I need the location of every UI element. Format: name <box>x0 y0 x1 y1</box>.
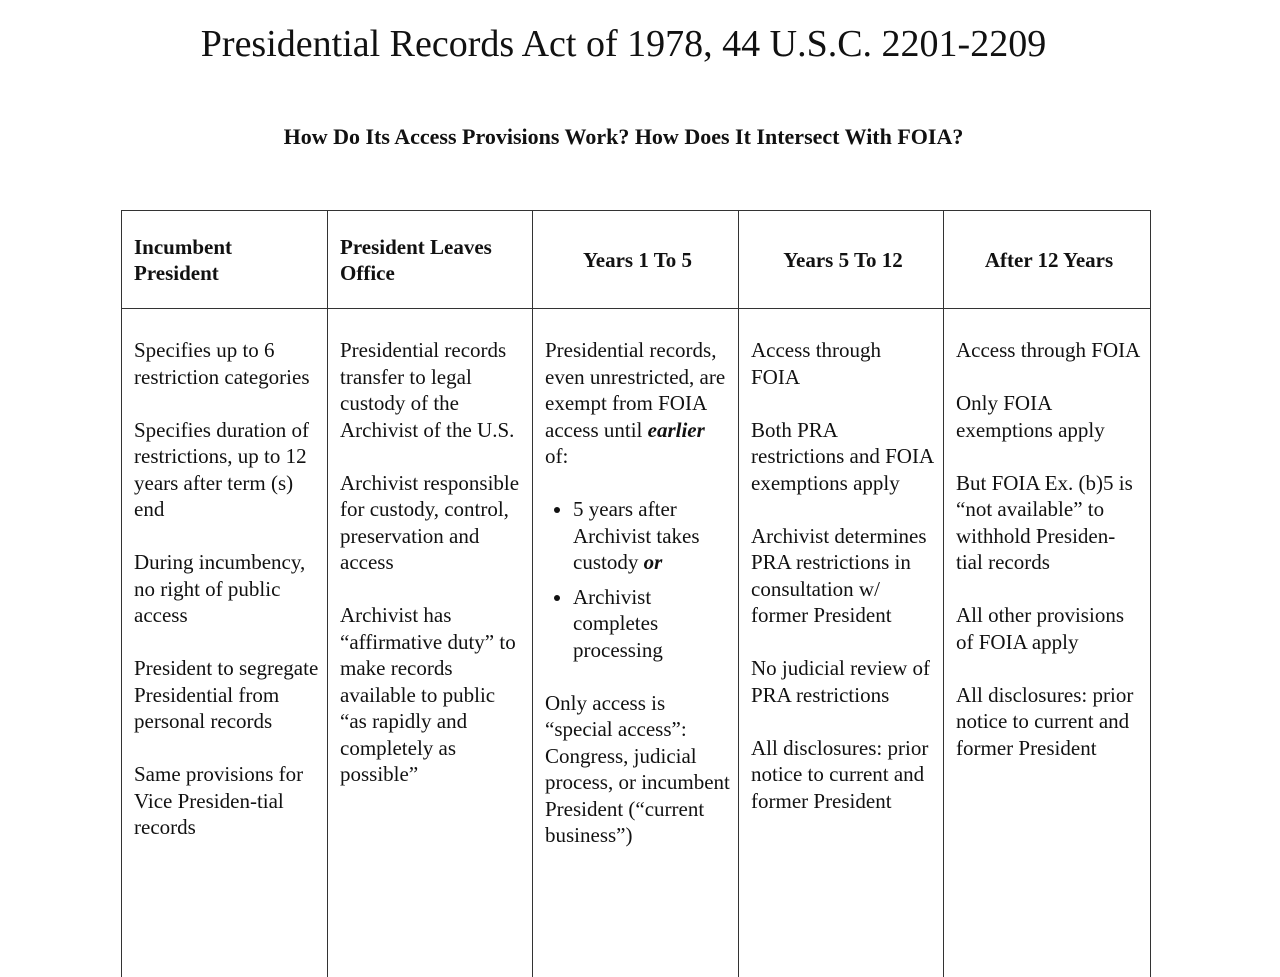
list-item <box>573 496 730 576</box>
header-years-5-to-12: Years 5 To 12 <box>739 211 944 309</box>
cell-years-1-to-5 <box>533 309 739 977</box>
after-12-b5-not-available: But FOIA Ex. (b)5 is “not available” to withhold Presiden-tial records <box>956 470 1142 576</box>
incumbent-segregate-records: President to segregate Presidential from personal records <box>134 655 319 735</box>
cell-after-12-years <box>944 309 1151 977</box>
after-12-foia-exemptions: Only FOIA exemptions apply <box>956 390 1142 443</box>
incumbent-restriction-categories: Specifies up to 6 restriction categories <box>134 337 319 390</box>
page-title: Presidential Records Act of 1978, 44 U.S.C. 2201-2209 <box>0 20 1247 68</box>
cell-president-leaves-office <box>328 309 533 977</box>
access-provisions-table <box>121 210 1151 977</box>
after-12-prior-notice: All disclosures: prior notice to current and former President <box>956 682 1142 762</box>
years-5-12-no-judicial-review: No judicial review of PRA restrictions <box>751 655 935 708</box>
after-12-other-provisions: All other provisions of FOIA apply <box>956 602 1142 655</box>
page-subtitle: How Do Its Access Provisions Work? How Does It Intersect With FOIA? <box>0 122 1247 152</box>
condition-five-years: 5 years after Archivist takes custody <box>573 497 700 574</box>
condition-or-emphasis: or <box>644 550 663 574</box>
years-5-12-prior-notice: All disclosures: prior notice to current and former President <box>751 735 935 815</box>
header-years-1-to-5: Years 1 To 5 <box>533 211 739 309</box>
header-president-leaves-office: President Leaves Office <box>328 211 533 309</box>
incumbent-restriction-duration: Specifies duration of restrictions, up to 12 years after term (s) end <box>134 417 319 523</box>
years-1-5-of-text: of: <box>545 444 568 468</box>
incumbent-no-public-access: During incumbency, no right of public access <box>134 549 319 629</box>
years-1-5-special-access: Only access is “special access”: Congress, judicial process, or incumbent President (“current business”) <box>545 690 730 849</box>
leaves-office-affirmative-duty: Archivist has “affirmative duty” to make records available to public “as rapidly and completely as possible” <box>340 602 524 788</box>
cell-incumbent-president <box>122 309 328 977</box>
years-1-5-conditions-list <box>545 496 730 663</box>
list-item <box>573 584 730 664</box>
header-after-12-years: After 12 Years <box>944 211 1151 309</box>
header-incumbent-president: Incumbent President <box>122 211 328 309</box>
years-5-12-foia-access: Access through FOIA <box>751 337 935 390</box>
cell-years-5-to-12 <box>739 309 944 977</box>
years-5-12-restrictions-apply: Both PRA restrictions and FOIA exemptions apply <box>751 417 935 497</box>
incumbent-vice-presidential: Same provisions for Vice Presiden-tial records <box>134 761 319 841</box>
table-body-row <box>122 309 1151 977</box>
leaves-office-transfer: Presidential records transfer to legal custody of the Archivist of the U.S. <box>340 337 524 443</box>
years-1-5-exempt-from-foia <box>545 337 730 470</box>
leaves-office-archivist-responsible: Archivist responsible for custody, control, preservation and access <box>340 470 524 576</box>
condition-processing: Archivist completes processing <box>573 585 663 662</box>
table-header-row <box>122 211 1151 309</box>
years-1-5-exempt-text: Presidential records, even unrestricted, are exempt from FOIA access until <box>545 338 725 442</box>
years-5-12-archivist-determines: Archivist determines PRA restrictions in consultation w/ former President <box>751 523 935 629</box>
after-12-foia-access: Access through FOIA <box>956 337 1142 364</box>
years-1-5-earlier-emphasis: earlier <box>648 418 705 442</box>
